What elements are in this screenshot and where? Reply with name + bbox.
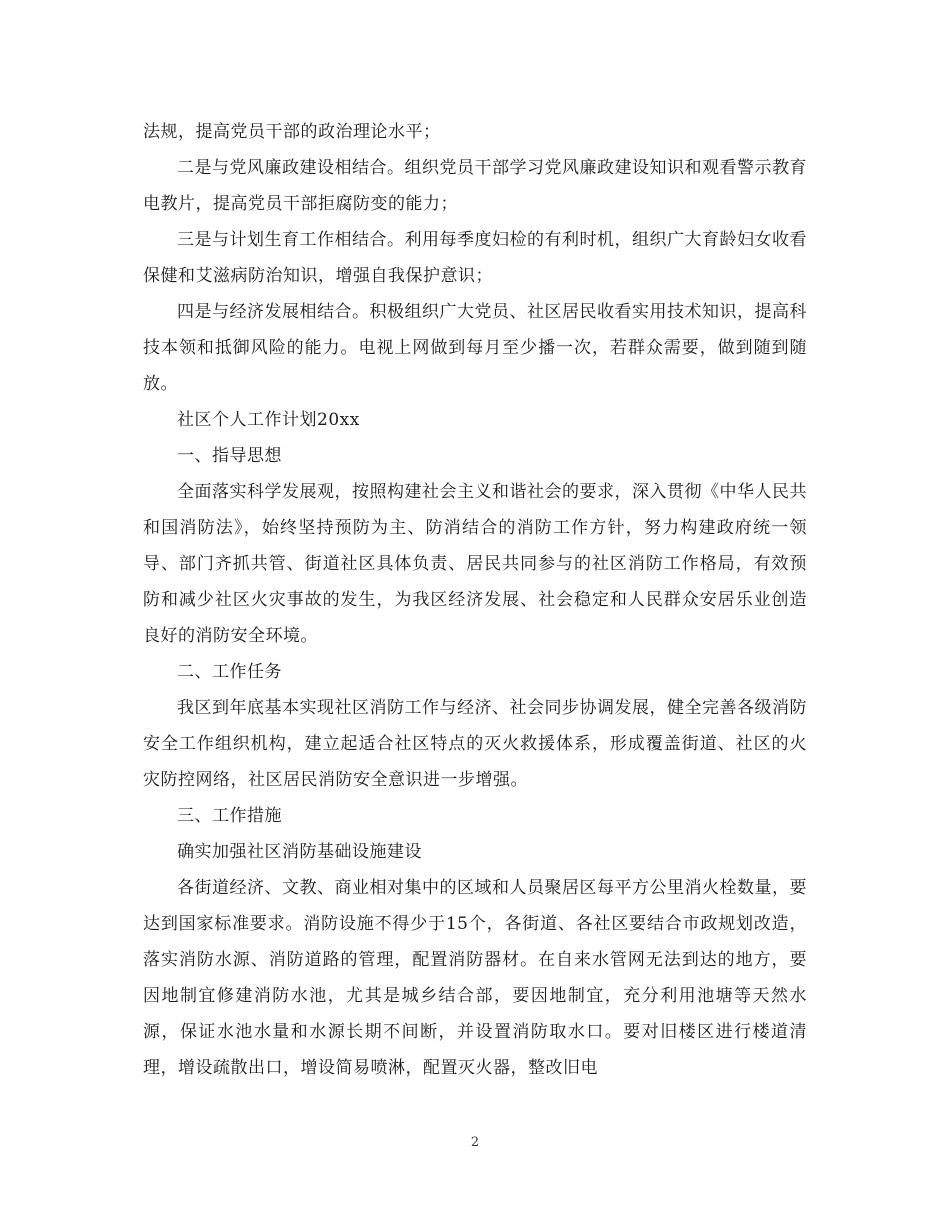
paragraph-3: 三是与计划生育工作相结合。利用每季度妇检的有利时机，组织广大育龄妇女收看保健和艾滋病防治知识，增强自我保护意识； <box>143 230 807 286</box>
paragraph-1: 法规，提高党员干部的政治理论水平； <box>143 122 441 142</box>
paragraph-2: 二是与党风廉政建设相结合。组织党员干部学习党风廉政建设知识和观看警示教育电教片，提高党员干部拒腐防变的能力； <box>143 158 807 214</box>
paragraph-guiding-thought: 全面落实科学发展观，按照构建社会主义和谐社会的要求，深入贯彻《中华人民共和国消防法》，始终坚持预防为主、防消结合的消防工作方针，努力构建政府统一领导、部门齐抓共管、街道社区具体负责、居民共同参与的社区消防工作格局，有效预防和减少社区火灾事故的发生，为我区经济发展、社会稳定和人民群众安居乐业创造良好的消防安全环境。 <box>143 482 807 646</box>
document-body <box>143 114 807 1086</box>
subheading-infrastructure: 确实加强社区消防基础设施建设 <box>177 842 422 862</box>
paragraph-infrastructure: 各街道经济、文教、商业相对集中的区域和人员聚居区每平方公里消火栓数量，要达到国家标准要求。消防设施不得少于15个，各街道、各社区要结合市政规划改造，落实消防水源、消防道路的管理，配置消防器材。在自来水管网无法到达的地方，要因地制宜修建消防水池，尤其是城乡结合部，要因地制宜，充分利用池塘等天然水源，保证水池水量和水源长期不间断，并设置消防取水口。要对旧楼区进行楼道清理，增设疏散出口，增设简易喷淋，配置灭火器，整改旧电 <box>143 878 807 1078</box>
section-heading-tasks: 二、工作任务 <box>177 662 282 682</box>
page-number: 2 <box>470 1135 480 1150</box>
section-heading-guiding-thought: 一、指导思想 <box>177 446 282 466</box>
paragraph-4: 四是与经济发展相结合。积极组织广大党员、社区居民收看实用技术知识，提高科技本领和抵御风险的能力。电视上网做到每月至少播一次，若群众需要，做到随到随放。 <box>143 302 807 394</box>
section-heading-measures: 三、工作措施 <box>177 806 282 826</box>
section-heading-plan: 社区个人工作计划20xx <box>177 410 360 430</box>
paragraph-tasks: 我区到年底基本实现社区消防工作与经济、社会同步协调发展，健全完善各级消防安全工作组织机构，建立起适合社区特点的灭火救援体系，形成覆盖街道、社区的火灾防控网络，社区居民消防安全意识进一步增强。 <box>143 698 807 790</box>
